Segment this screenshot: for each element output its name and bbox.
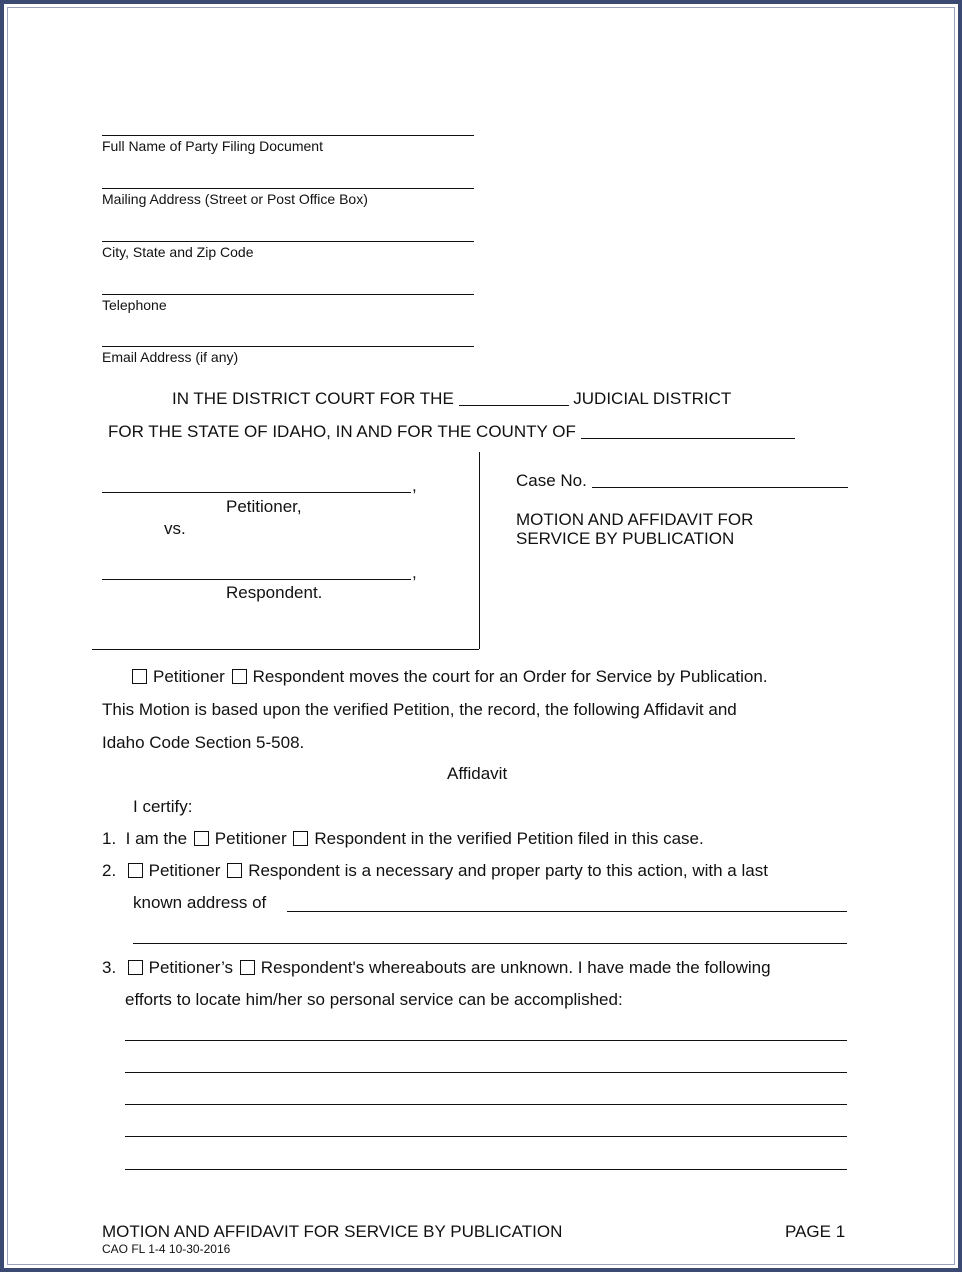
caption-divider-vertical [479, 452, 480, 649]
item2-respondent-checkbox[interactable] [227, 863, 242, 878]
item3-petitioner-checkbox[interactable] [128, 960, 143, 975]
case-number-field[interactable] [592, 487, 848, 488]
item1-row [102, 829, 704, 849]
item3-row [102, 958, 771, 978]
item1-number: 1. [102, 829, 117, 848]
footer-form-code: CAO FL 1-4 10-30-2016 [102, 1242, 231, 1256]
motion-line2: This Motion is based upon the verified Petition, the record, the following Affidavit and [102, 700, 737, 719]
last-known-address-field-2[interactable] [133, 943, 847, 944]
respondent-name-field[interactable] [102, 579, 411, 580]
certify-label: I certify: [133, 797, 193, 816]
item2-number: 2. [102, 861, 117, 880]
item1-petitioner-checkbox[interactable] [194, 831, 209, 846]
court-heading-line1 [172, 389, 731, 409]
city-state-zip-label: City, State and Zip Code [102, 244, 254, 260]
court-line2: FOR THE STATE OF IDAHO, IN AND FOR THE COUNTY OF [108, 422, 576, 441]
item2-respondent-text: Respondent is a necessary and proper party to this action, with a last [248, 861, 768, 880]
court-heading-line2 [108, 422, 795, 442]
district-number-field[interactable] [459, 405, 569, 406]
item1-respondent-text: Respondent in the verified Petition filed in this case. [314, 829, 704, 848]
efforts-line-3[interactable] [125, 1104, 847, 1105]
case-no-label: Case No. [516, 471, 587, 490]
last-known-address-field-1[interactable] [287, 911, 847, 912]
motion-line3: Idaho Code Section 5-508. [102, 733, 305, 752]
efforts-line-4[interactable] [125, 1136, 847, 1137]
petitioner-name-field[interactable] [102, 492, 411, 493]
footer-page-number: PAGE 1 [785, 1222, 846, 1241]
efforts-line-5[interactable] [125, 1169, 847, 1170]
respondent-label: Respondent. [226, 583, 323, 602]
doc-title-line1: MOTION AND AFFIDAVIT FOR [516, 510, 754, 529]
email-line[interactable] [102, 346, 474, 347]
item3-efforts-label: efforts to locate him/her so personal service can be accomplished: [125, 990, 623, 1009]
motion-line1 [130, 667, 768, 687]
item1-pre: I am the [125, 829, 188, 848]
petitioner-comma: , [412, 476, 417, 495]
item1-respondent-checkbox[interactable] [293, 831, 308, 846]
item2-row [102, 861, 768, 881]
court-line1-left: IN THE DISTRICT COURT FOR THE [172, 389, 454, 408]
full-name-line[interactable] [102, 135, 474, 136]
efforts-line-2[interactable] [125, 1072, 847, 1073]
motion-respondent-text: Respondent moves the court for an Order for Service by Publication. [252, 667, 768, 686]
telephone-line[interactable] [102, 294, 474, 295]
efforts-line-1[interactable] [125, 1040, 847, 1041]
item2-address-label: known address of [133, 893, 267, 912]
petitioner-label: Petitioner, [226, 497, 302, 516]
item3-respondent-checkbox[interactable] [240, 960, 255, 975]
item1-petitioner-label: Petitioner [214, 829, 287, 848]
caption-divider-horizontal [92, 649, 479, 650]
item3-respondent-text: Respondent's whereabouts are unknown. I have made the following [260, 958, 771, 977]
city-state-zip-line[interactable] [102, 241, 474, 242]
doc-title-line2: SERVICE BY PUBLICATION [516, 529, 735, 548]
motion-petitioner-label: Petitioner [153, 667, 225, 686]
vs-label: vs. [164, 519, 186, 538]
item2-petitioner-checkbox[interactable] [128, 863, 143, 878]
item3-number: 3. [102, 958, 117, 977]
respondent-comma: , [412, 563, 417, 582]
motion-respondent-checkbox[interactable] [232, 669, 247, 684]
motion-petitioner-checkbox[interactable] [132, 669, 147, 684]
full-name-label: Full Name of Party Filing Document [102, 138, 323, 154]
court-line1-right: JUDICIAL DISTRICT [573, 389, 732, 408]
case-number-row [516, 471, 848, 491]
email-label: Email Address (if any) [102, 349, 239, 365]
telephone-label: Telephone [102, 297, 167, 313]
mailing-address-label: Mailing Address (Street or Post Office Box) [102, 191, 368, 207]
footer-title: MOTION AND AFFIDAVIT FOR SERVICE BY PUBLICATION [102, 1222, 563, 1241]
item3-petitioner-label: Petitioner’s [148, 958, 234, 977]
mailing-address-line[interactable] [102, 188, 474, 189]
affidavit-title: Affidavit [447, 764, 508, 783]
item2-petitioner-label: Petitioner [148, 861, 221, 880]
county-field[interactable] [581, 438, 795, 439]
